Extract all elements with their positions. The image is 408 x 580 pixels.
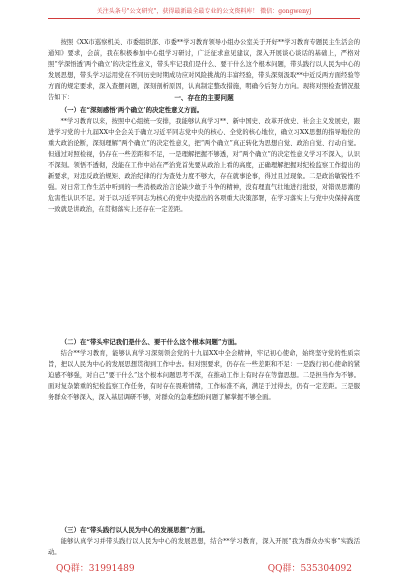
page-header: 关注头条号"公文研究"，获得最新最全最专业的公文资料库！ 微信：gongwenyj (48, 6, 360, 19)
intro-paragraph: 按照《XX市巡察机关、市委组织部、市委**学习教育领导小组办公室关于开好**学习教育专题民主生活会的通知》要求，会前，我在积极参加中心组学习研讨，广泛征求意见建议，深入开展谈心谈话的基础上，严格对照“学深悟透‘两个确立’的决定性意义，带头牢记我们是什么、要干什么这个根本问题，带头践行以人民为中心的发展思想，带头学习运用党在不同历史时期成功应对风险挑战的丰富经验，带头深刻汲取**中近反两方面经验等方面的规定要求，深入查摆问题，深刻剖析原因，认真制定整改措施，明确今后努力方向。现将对照检查情况报告如下： (48, 39, 360, 101)
subsection-heading-1: （一）在“深刻感悟‘两个确立’的决定性意义方面。 (60, 106, 204, 114)
subsection-heading-3: （三）在“带头践行以人民为中心的发展思想”方面。 (60, 526, 209, 534)
document-body (48, 37, 360, 558)
footer-qq-group-1: QQ群：31991489 (56, 564, 135, 574)
section-heading: 一、存在的主要问题 (174, 94, 234, 102)
subsection-paragraph-1: **学习教育以来，按照中心组统一安排，我能够认真学习**、新中国史、改革开放史、社会主义发展史，跟进学习党的十九届XX中全会关于确立习近平同志党中央的核心、全党的核心地位，确立习XX思想的指导地位的重大政治论断，深刻理解“两个确立”的决定性意义，把“两个确立”真正转化为思想自觉、政治自觉、行动自觉。但通过对照检视，仍存在一些差距和不足，一是理解把握不够透，对“两个确立”的决定性意义学习不深入，认识不深刻。领悟不透彻，没能在工作中站在严治党首先要从政治上看的高度，正确理解把握对纪检监察工作提出的新要求，对违反政治规矩、政治纪律的行为查处力度不够大，存在就事论事，得过且过现象。二是政治敏锐性不强。对日常工作生活中听到的一些消极政治言论缺少敢于斗争的精神，没有理直气壮地进行批驳，对错误思潮的危害性认识不足。对于以习近平同志为核心的党中央提出的各项重大决策部署，在学习落实上与党中央保持高度一致就是讲政治，在贯彻落实上还存在一定差距。 (48, 118, 360, 213)
subsection-heading-2: （二）在“带头牢记我们是什么、要干什么这个根本问题”方面。 (60, 338, 241, 346)
footer-qq-group-2: QQ群：535304092 (267, 564, 352, 574)
subsection-paragraph-3: 能够认真学习并带头践行以人民为中心的发展思想，结合**学习教育，深入开展“我为群众办实事”实践活动。 (48, 538, 360, 556)
subsection-paragraph-2: 结合**学习教育，能够认真学习深刻领会党的十九届XX中全会精神，牢记初心使命，始终坚守党的性质宗旨，把以人民为中心的发展思想贯彻到工作中去。但对照要求，仍存在一些差距和不足：一是践行初心使命的紧迫感不够强，对自己“要干什么”这个根本问题思考不深，在推动工作上有时存在等靠思想。二是担当作为不够。面对复杂繁重的纪检监察工作任务，有时存在畏难情绪，工作标准不高，满足于过得去，仍有一定差距。三是服务群众不够深入，深入基层调研不够，对群众的急难愁盼问题了解掌握不够全面。 (48, 350, 360, 401)
page-footer (48, 561, 360, 574)
